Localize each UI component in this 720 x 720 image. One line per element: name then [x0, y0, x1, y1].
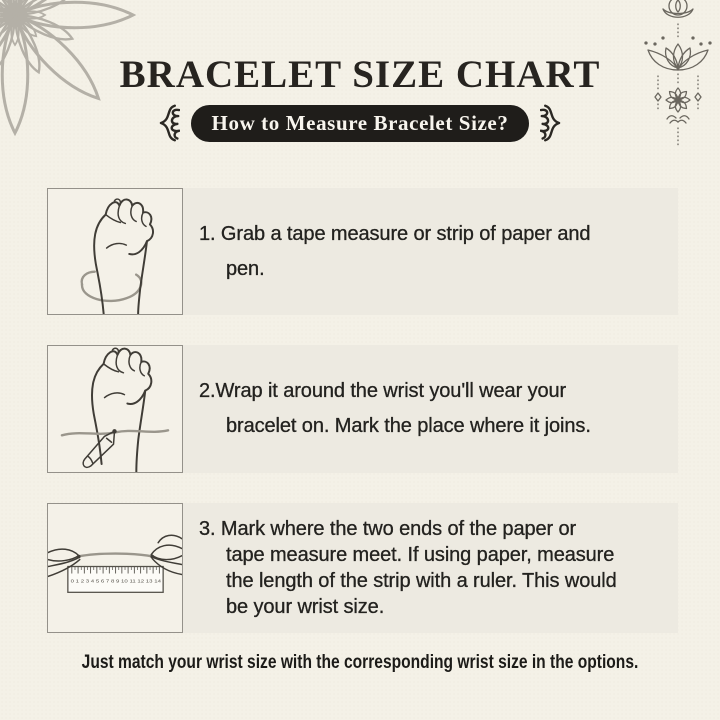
ruler-numbers: 0 1 2 3 4 5 6 7 8 9 10 11 12 13 14 — [70, 579, 145, 585]
step-3-text — [183, 503, 678, 633]
step-1-line-2: pen. — [226, 257, 265, 280]
step-2-illustration-frame — [47, 345, 183, 473]
curly-bracket-flourish-left-icon — [154, 104, 180, 142]
step-1-line-1: 1. Grab a tape measure or strip of paper and — [199, 222, 591, 245]
step-3-line-4: be your wrist size. — [226, 596, 385, 618]
step-1-text — [183, 188, 678, 315]
step-row-2 — [47, 345, 678, 473]
fist-tape-loop-illustration — [48, 189, 182, 314]
curly-bracket-flourish-right-icon — [540, 104, 566, 142]
ruler-measuring-illustration — [48, 504, 182, 632]
step-2-line-1: 2.Wrap it around the wrist you'll wear your — [199, 380, 567, 402]
step-row-1 — [47, 188, 678, 315]
step-1-illustration-frame — [47, 188, 183, 315]
step-3-illustration-frame — [47, 503, 183, 633]
page-title: BRACELET SIZE CHART — [119, 53, 601, 96]
footer-note: Just match your wrist size with the corresponding wrist size in the options. — [81, 652, 639, 673]
step-row-3 — [47, 503, 678, 633]
step-3-line-1: 3. Mark where the two ends of the paper or — [199, 518, 577, 540]
fist-pencil-marking-illustration — [48, 346, 182, 472]
step-2-text — [183, 345, 678, 473]
subtitle-badge: How to Measure Bracelet Size? — [191, 105, 530, 142]
subtitle-badge-row — [0, 104, 720, 142]
step-2-line-2: bracelet on. Mark the place where it joins. — [226, 415, 591, 437]
step-3-line-3: the length of the strip with a ruler. This would — [226, 570, 617, 592]
step-3-line-2: tape measure meet. If using paper, measure — [226, 544, 615, 566]
